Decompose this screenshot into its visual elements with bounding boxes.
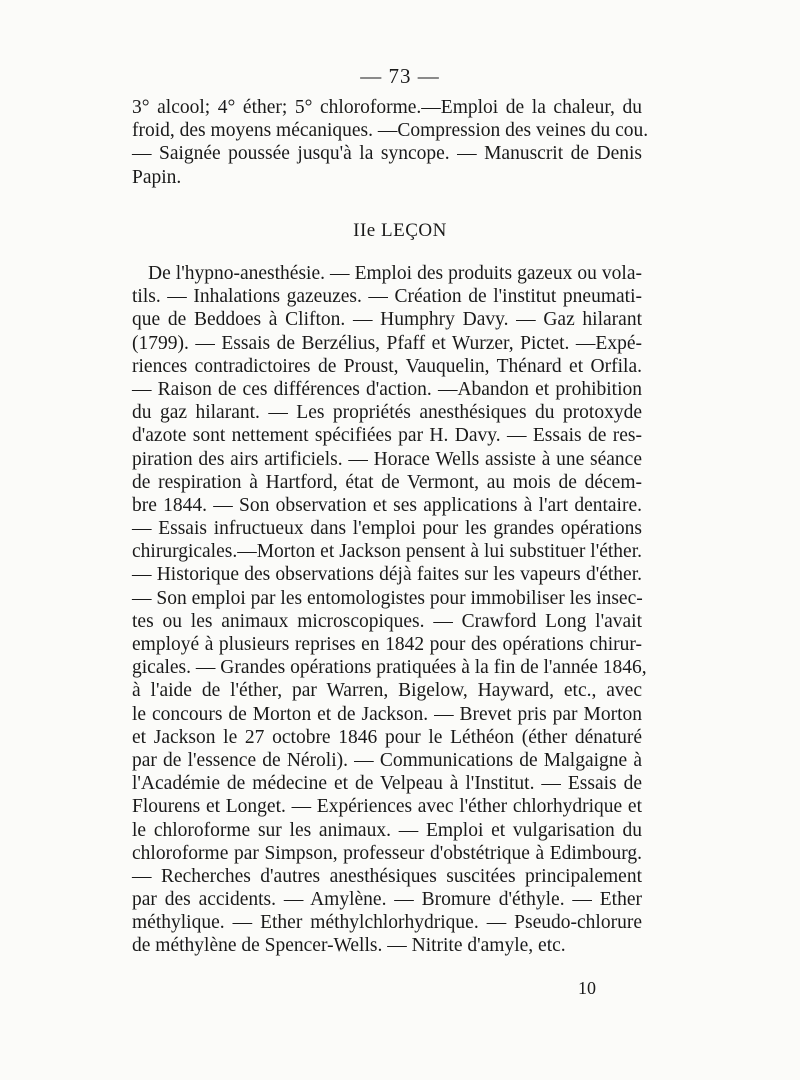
text-line: bre 1844. — Son observation et ses applications à l'art dentaire. <box>132 494 642 516</box>
text-line: froid, des moyens mécaniques. —Compression des veines du cou. <box>132 120 649 142</box>
text-line: — Essais infructueux dans l'emploi pour les grandes opérations <box>132 518 642 540</box>
text-line: par des accidents. — Amylène. — Bromure d'éthyle. — Ether <box>132 889 642 911</box>
text-line: le concours de Morton et de Jackson. — Brevet pris par Morton <box>132 703 642 725</box>
text-line: — Historique des observations déjà faites sur les vapeurs d'éther. <box>132 564 642 586</box>
text-line: 3° alcool; 4° éther; 5° chloroforme.—Emploi de la chaleur, du <box>132 97 642 118</box>
text-line: de respiration à Hartford, état de Vermont, au mois de décem- <box>132 471 642 493</box>
text-line: — Recherches d'autres anesthésiques suscitées principalement <box>132 865 642 887</box>
text-line: que de Beddoes à Clifton. — Humphry Davy. — Gaz hilarant <box>132 309 642 331</box>
text-line: piration des airs artificiels. — Horace Wells assiste à une séance <box>132 448 642 470</box>
text-line: gicales. — Grandes opérations pratiquées à la fin de l'année 1846, <box>132 657 647 679</box>
signature-mark: 10 <box>578 978 596 998</box>
text-line: De l'hypno-anesthésie. — Emploi des produits gazeux ou vola- <box>148 263 642 284</box>
text-line: d'azote sont nettement spécifiées par H. Davy. — Essais de res- <box>132 425 642 447</box>
text-line: employé à plusieurs reprises en 1842 pour des opérations chirur- <box>132 634 642 655</box>
text-line: le chloroforme sur les animaux. — Emploi et vulgarisation du <box>132 819 642 841</box>
section-heading: IIe LEÇON <box>353 220 447 241</box>
text-line: Flourens et Longet. — Expériences avec l'éther chlorhydrique et <box>132 796 642 818</box>
text-line: Papin. <box>132 166 182 188</box>
text-line: chirurgicales.—Morton et Jackson pensent à lui substituer l'éther. <box>132 541 642 563</box>
text-line: — Saignée poussée jusqu'à la syncope. — Manuscrit de Denis <box>132 143 642 165</box>
text-line: riences contradictoires de Proust, Vauquelin, Thénard et Orfila. <box>132 355 642 377</box>
text-line: méthylique. — Ether méthylchlorhydrique. — Pseudo-chlorure <box>132 912 642 934</box>
text-line: à l'aide de l'éther, par Warren, Bigelow, Hayward, etc., avec <box>132 680 642 702</box>
text-line: tes ou les animaux microscopiques. — Crawford Long l'avait <box>132 610 642 632</box>
text-line: par de l'essence de Néroli). — Communications de Malgaigne à <box>132 749 642 771</box>
text-line: l'Académie de médecine et de Velpeau à l'Institut. — Essais de <box>132 773 642 795</box>
text-line: chloroforme par Simpson, professeur d'obstétrique à Edimbourg. <box>132 842 642 864</box>
text-line: — Son emploi par les entomologistes pour immobiliser les insec- <box>132 587 643 609</box>
text-line: tils. — Inhalations gazeuzes. — Création de l'institut pneumati- <box>132 286 642 308</box>
intro-paragraph <box>132 96 649 189</box>
lesson-summary-paragraph <box>132 262 647 958</box>
text-line: et Jackson le 27 octobre 1846 pour le Léthéon (éther dénaturé <box>132 726 642 748</box>
text-line: du gaz hilarant. — Les propriétés anesthésiques du protoxyde <box>132 402 642 424</box>
page-number: — 73 — <box>360 64 440 88</box>
text-line: de méthylène de Spencer-Wells. — Nitrite d'amyle, etc. <box>132 935 566 957</box>
text-line: (1799). — Essais de Berzélius, Pfaff et Wurzer, Pictet. —Expé- <box>132 332 642 354</box>
text-line: — Raison de ces différences d'action. —Abandon et prohibition <box>132 378 642 400</box>
